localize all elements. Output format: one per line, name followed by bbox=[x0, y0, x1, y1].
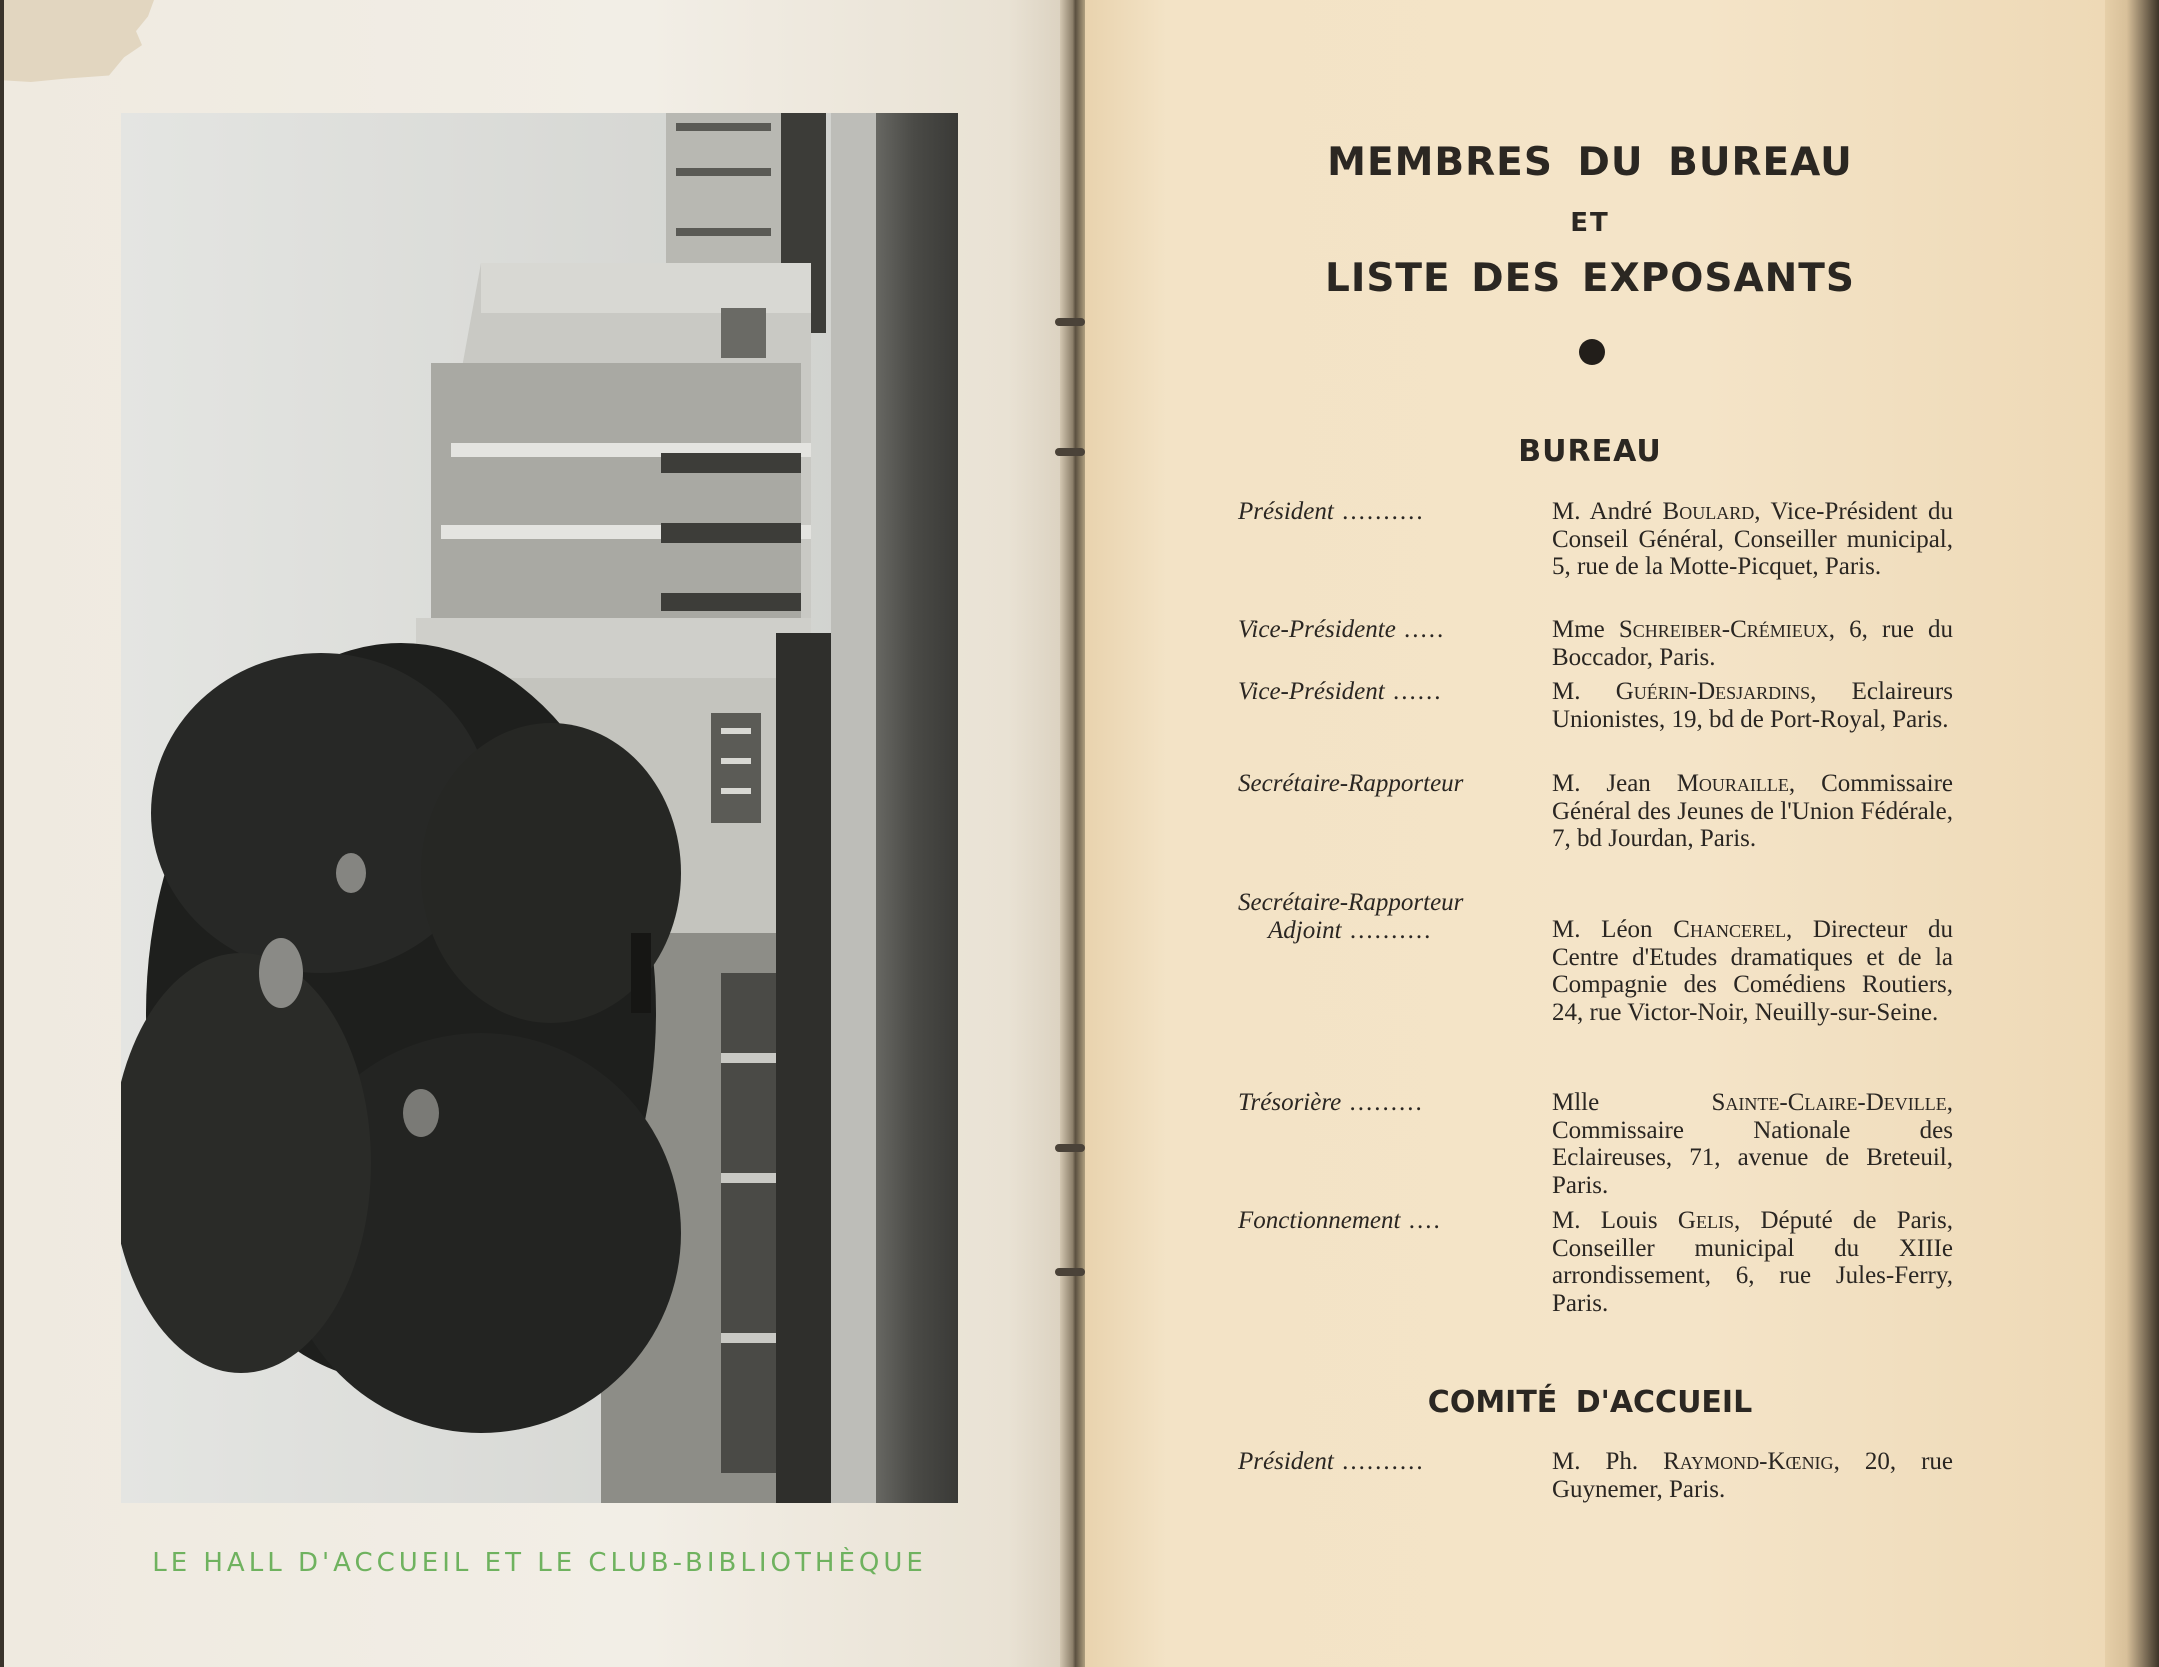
entry-role bbox=[1238, 770, 1538, 798]
role-label: Vice-Président bbox=[1238, 678, 1385, 705]
entry-details: , Commissaire Général des Jeunes de l'Union Fédérale, 7, bd Jourdan, Paris. bbox=[1552, 770, 1954, 852]
page-title-line3: LISTE DES EXPOSANTS bbox=[1324, 256, 1855, 301]
entry-role bbox=[1238, 616, 1538, 644]
entry-description bbox=[1552, 678, 1953, 733]
entry-role bbox=[1238, 1089, 1538, 1117]
entry-details: , Commissaire Nationale des Eclaireuses, 71, avenue de Breteuil, Paris. bbox=[1552, 1089, 1953, 1199]
role-label: Secrétaire-Rapporteur bbox=[1238, 889, 1464, 916]
binding-stitch bbox=[1055, 318, 1085, 326]
book-gutter bbox=[1060, 0, 1088, 1667]
entry-description bbox=[1552, 616, 1953, 671]
role-label-line2: Adjoint bbox=[1268, 916, 1342, 944]
name-prefix: Mme bbox=[1552, 616, 1605, 643]
binding-stitch bbox=[1055, 1144, 1085, 1152]
person-name: Guérin-Desjardins bbox=[1615, 678, 1811, 705]
entry-description bbox=[1552, 1089, 1953, 1199]
torn-corner bbox=[4, 0, 154, 82]
name-prefix: M. bbox=[1552, 678, 1581, 705]
person-name: Raymond-Kœnig bbox=[1663, 1448, 1834, 1475]
name-prefix: M. Louis bbox=[1552, 1207, 1658, 1234]
name-prefix: M. Jean bbox=[1552, 770, 1651, 797]
person-name: Mouraille bbox=[1676, 770, 1789, 797]
page-title-line1: MEMBRES DU BUREAU bbox=[1327, 140, 1853, 185]
entry-role bbox=[1238, 1448, 1538, 1476]
leader-dots: ......... bbox=[1341, 1089, 1424, 1116]
role-label: Fonctionnement bbox=[1238, 1207, 1401, 1234]
entry-description bbox=[1552, 1448, 1953, 1503]
role-label: Vice-Présidente bbox=[1238, 616, 1396, 643]
name-prefix: M. André bbox=[1552, 498, 1653, 525]
entry-details: , Directeur du Centre d'Etudes dramatiques et de la Compagnie des Comédiens Routiers, 24, rue Victor-Noir, Neuilly-sur-Seine. bbox=[1552, 916, 1954, 1026]
entry-role bbox=[1238, 498, 1538, 526]
entry-details: , Vice-Président du Conseil Général, Conseiller municipal, 5, rue de la Motte-Picquet, Paris. bbox=[1552, 498, 1954, 580]
page-title-line2: ET bbox=[1570, 208, 1610, 238]
leader-dots: ...... bbox=[1384, 678, 1443, 705]
leader-dots: .......... bbox=[1333, 1448, 1425, 1475]
entry-description bbox=[1552, 770, 1953, 853]
entry-role bbox=[1238, 1207, 1538, 1235]
entry-role bbox=[1238, 678, 1538, 706]
entry-details: , Député de Paris, Conseiller municipal du XIIIe arrondissement, 6, rue Jules-Ferry, Paris. bbox=[1552, 1207, 1953, 1317]
name-prefix: M. Léon bbox=[1552, 916, 1653, 943]
leader-dots: .......... bbox=[1341, 916, 1433, 944]
entry-role bbox=[1238, 889, 1538, 944]
photo-caption: LE HALL D'ACCUEIL ET LE CLUB-BIBLIOTHÈQUE bbox=[152, 1548, 927, 1578]
section-title-comite: COMITÉ D'ACCUEIL bbox=[1427, 1385, 1753, 1420]
page-edge bbox=[2105, 0, 2159, 1667]
person-name: Chancerel bbox=[1673, 916, 1786, 943]
binding-stitch bbox=[1055, 1268, 1085, 1276]
section-title-bureau: BUREAU bbox=[1518, 434, 1662, 469]
leader-dots: .... bbox=[1400, 1207, 1442, 1234]
building-photo-illustration bbox=[121, 113, 958, 1503]
entry-details: , 6, rue du Boccador, Paris. bbox=[1552, 616, 1954, 671]
binding-stitch bbox=[1055, 448, 1085, 456]
leader-dots: .......... bbox=[1333, 498, 1425, 525]
entry-description bbox=[1552, 1207, 1953, 1317]
role-label: Président bbox=[1238, 498, 1334, 525]
person-name: Gelis bbox=[1677, 1207, 1734, 1234]
name-prefix: Mlle bbox=[1552, 1089, 1600, 1116]
building-photo bbox=[121, 113, 958, 1503]
entry-details: , 20, rue Guynemer, Paris. bbox=[1552, 1448, 1953, 1503]
name-prefix: M. Ph. bbox=[1552, 1448, 1639, 1475]
leader-dots: ..... bbox=[1395, 616, 1446, 643]
person-name: Schreiber-Crémieux bbox=[1618, 616, 1829, 643]
person-name: Sainte-Claire-Deville bbox=[1711, 1089, 1947, 1116]
entry-details: , Eclaireurs Unionistes, 19, bd de Port-Royal, Paris. bbox=[1552, 678, 1953, 733]
entry-description bbox=[1552, 498, 1953, 581]
entry-description bbox=[1552, 916, 1953, 1026]
role-label: Trésorière bbox=[1238, 1089, 1342, 1116]
person-name: Boulard bbox=[1662, 498, 1755, 525]
role-label: Secrétaire-Rapporteur bbox=[1238, 770, 1464, 797]
bullet-ornament bbox=[1579, 339, 1605, 365]
role-label: Président bbox=[1238, 1448, 1334, 1475]
